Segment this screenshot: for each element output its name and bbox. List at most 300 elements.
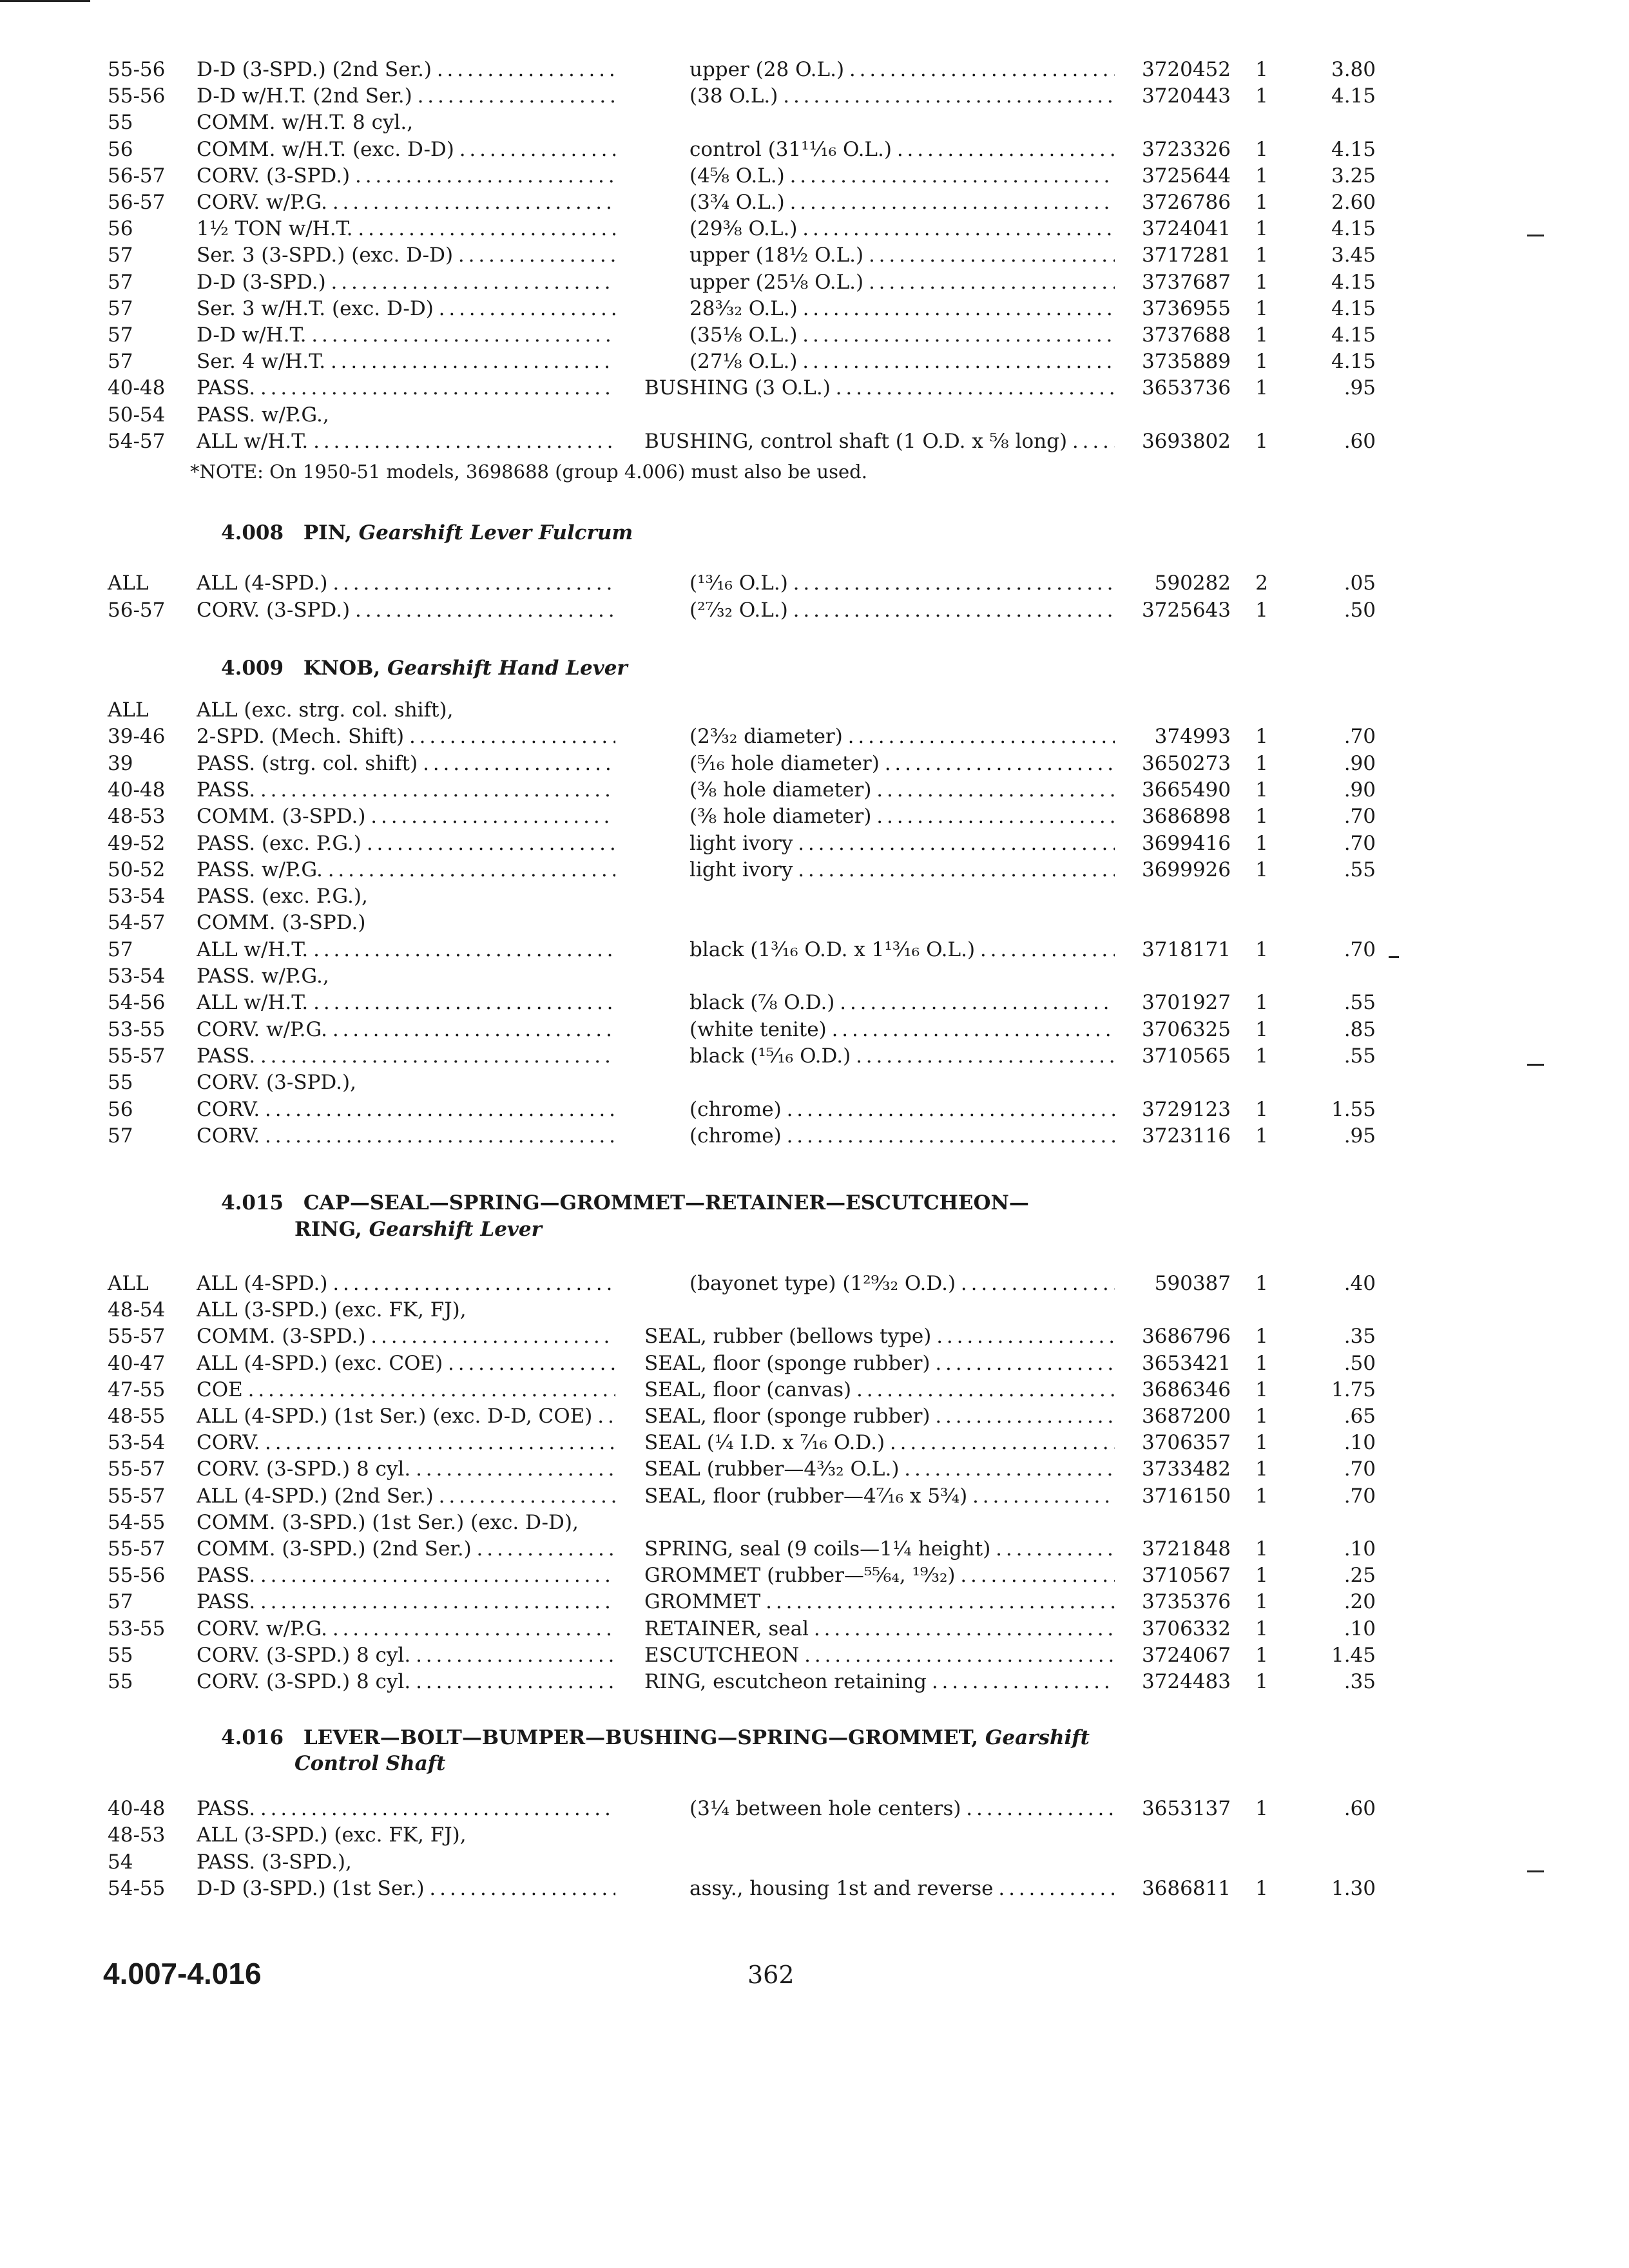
section-title-cont: RING,	[294, 1218, 362, 1241]
quantity: 1	[1255, 1405, 1268, 1428]
application: PASS. . . .	[197, 1589, 615, 1615]
year-range: 57	[108, 937, 133, 961]
part-number: 3686898	[1141, 805, 1231, 829]
table-row	[0, 1271, 1629, 1298]
description: RING, escutcheon retaining . . .	[644, 1669, 1115, 1695]
part-number: 3693802	[1141, 429, 1231, 453]
application: CORV. w/P.G. . . .	[197, 189, 615, 215]
description: (bayonet type) (1²⁹⁄₃₂ O.D.) . . .	[689, 1271, 1115, 1296]
quantity: 1	[1255, 164, 1268, 187]
application: COMM. w/H.T. (exc. D-D) . . .	[197, 137, 615, 162]
table-row	[0, 910, 1629, 937]
part-number: 3650273	[1141, 751, 1231, 775]
price: .55	[1344, 1044, 1376, 1068]
application: D-D (3-SPD.) (2nd Ser.) . . .	[197, 57, 615, 82]
table-row	[0, 1822, 1629, 1849]
table-row	[0, 428, 1629, 456]
quantity: 1	[1255, 323, 1268, 347]
part-number: 3687200	[1141, 1405, 1231, 1428]
part-number: 3686346	[1141, 1378, 1231, 1401]
table-row	[0, 1669, 1629, 1696]
quantity: 1	[1255, 751, 1268, 775]
part-number: 3725644	[1141, 164, 1231, 187]
table-row	[0, 1562, 1629, 1590]
price: .65	[1344, 1405, 1376, 1428]
part-number: 3706357	[1141, 1431, 1231, 1455]
year-range: 50-52	[108, 858, 166, 881]
application: Ser. 4 w/H.T. . . .	[197, 349, 615, 374]
table-row	[0, 883, 1629, 910]
quantity: 1	[1255, 376, 1268, 400]
quantity: 1	[1255, 1351, 1268, 1375]
table-row	[0, 803, 1629, 831]
description: black (⅞ O.D.) . . .	[689, 990, 1115, 1015]
year-range: ALL	[108, 572, 149, 595]
year-range: 55-57	[108, 1457, 166, 1481]
year-range: 47-55	[108, 1378, 166, 1401]
year-range: 54-55	[108, 1510, 166, 1534]
description: black (¹⁵⁄₁₆ O.D.) . . .	[689, 1043, 1115, 1069]
table-row	[0, 1043, 1629, 1070]
part-number: 3653421	[1141, 1351, 1231, 1375]
price: 1.55	[1331, 1097, 1376, 1121]
description: light ivory . . .	[689, 857, 1115, 883]
description: ESCUTCHEON . . .	[644, 1642, 1115, 1668]
part-number: 3733482	[1141, 1457, 1231, 1481]
year-range: 55	[108, 1071, 133, 1095]
price: .25	[1344, 1564, 1376, 1588]
part-number: 3699416	[1141, 831, 1231, 855]
price: 3.45	[1331, 244, 1376, 267]
quantity: 1	[1255, 137, 1268, 161]
price: .85	[1344, 1017, 1376, 1041]
quantity: 1	[1255, 1097, 1268, 1121]
year-range: 39-46	[108, 725, 166, 749]
application: ALL (3-SPD.) (exc. FK, FJ),	[197, 1823, 467, 1847]
quantity: 1	[1255, 58, 1268, 81]
quantity: 1	[1255, 1484, 1268, 1508]
description: control (31¹¹⁄₁₆ O.L.) . . .	[689, 137, 1115, 162]
table-row	[0, 990, 1629, 1017]
price: .55	[1344, 991, 1376, 1015]
price: 4.15	[1331, 350, 1376, 374]
year-range: 55-57	[108, 1044, 166, 1068]
year-range: 55-57	[108, 1325, 166, 1349]
year-range: 48-54	[108, 1298, 166, 1322]
price: .90	[1344, 778, 1376, 802]
description: (3¼ between hole centers) . . .	[689, 1796, 1115, 1821]
part-number: 3729123	[1141, 1097, 1231, 1121]
table-row	[0, 163, 1629, 190]
table-row	[0, 724, 1629, 751]
quantity: 1	[1255, 1797, 1268, 1820]
part-number: 3720452	[1141, 58, 1231, 81]
application: 2-SPD. (Mech. Shift) . . .	[197, 724, 615, 749]
description: (4⅝ O.L.) . . .	[689, 163, 1115, 189]
quantity: 1	[1255, 1017, 1268, 1041]
application: CORV. (3-SPD.) 8 cyl. . . .	[197, 1456, 615, 1482]
price: 2.60	[1331, 191, 1376, 214]
table-row	[0, 349, 1629, 376]
section-number: 4.008	[221, 521, 284, 544]
year-range: 54	[108, 1850, 133, 1874]
part-number: 3686811	[1141, 1876, 1231, 1900]
year-range: 55	[108, 111, 133, 135]
table-row	[0, 1430, 1629, 1457]
year-range: ALL	[108, 1272, 149, 1295]
price: .35	[1344, 1325, 1376, 1349]
year-range: 53-55	[108, 1617, 166, 1640]
section-heading-4009	[221, 655, 628, 682]
quantity: 1	[1255, 1457, 1268, 1481]
description: BUSHING (3 O.L.) . . .	[644, 375, 1115, 401]
price: .10	[1344, 1537, 1376, 1561]
price: 1.45	[1331, 1643, 1376, 1667]
section-number: 4.015	[221, 1191, 284, 1215]
year-range: 54-57	[108, 429, 166, 453]
section-heading-4008	[221, 519, 633, 546]
application: PASS. w/P.G. . . .	[197, 857, 615, 883]
quantity: 1	[1255, 244, 1268, 267]
year-range: 57	[108, 350, 133, 374]
year-range: 48-55	[108, 1405, 166, 1428]
part-number: 3653736	[1141, 376, 1231, 400]
application: Ser. 3 (3-SPD.) (exc. D-D) . . .	[197, 242, 615, 268]
quantity: 1	[1255, 1044, 1268, 1068]
table-row	[0, 1297, 1629, 1324]
description: SPRING, seal (9 coils—1¼ height) . . .	[644, 1536, 1115, 1562]
application: COE . . .	[197, 1377, 615, 1403]
year-range: 40-48	[108, 376, 166, 400]
description: (white tenite) . . .	[689, 1017, 1115, 1043]
application: ALL (4-SPD.) . . .	[197, 1271, 615, 1296]
application: D-D (3-SPD.) . . .	[197, 269, 615, 295]
price: 4.15	[1331, 137, 1376, 161]
description: SEAL, floor (canvas) . . .	[644, 1377, 1115, 1403]
application: CORV. (3-SPD.) . . .	[197, 597, 615, 623]
price: 3.25	[1331, 164, 1376, 187]
part-number: 3717281	[1141, 244, 1231, 267]
application: CORV. (3-SPD.) 8 cyl. . . .	[197, 1669, 615, 1695]
application: PASS. . . .	[197, 1796, 615, 1821]
year-range: 56	[108, 1097, 133, 1121]
section-heading-4016-line2	[294, 1750, 445, 1777]
table-row	[0, 296, 1629, 323]
quantity: 1	[1255, 1124, 1268, 1148]
description: 28³⁄₃₂ O.L.) . . .	[689, 296, 1115, 322]
price: .60	[1344, 429, 1376, 453]
table-row	[0, 597, 1629, 624]
section-number: 4.009	[221, 657, 284, 680]
table-row	[0, 1377, 1629, 1404]
part-number: 3725643	[1141, 598, 1231, 622]
price: .40	[1344, 1272, 1376, 1295]
price: .70	[1344, 831, 1376, 855]
description: (²⁷⁄₃₂ O.L.) . . .	[689, 597, 1115, 623]
description: SEAL (¼ I.D. x ⁷⁄₁₆ O.D.) . . .	[644, 1430, 1115, 1456]
quantity: 1	[1255, 805, 1268, 829]
price: .35	[1344, 1670, 1376, 1693]
year-range: 39	[108, 751, 133, 775]
year-range: 56-57	[108, 191, 166, 214]
application: PASS. (strg. col. shift) . . .	[197, 751, 615, 776]
section-category: Gearshift Hand Lever	[387, 657, 628, 680]
year-range: 55-57	[108, 1537, 166, 1561]
table-row	[0, 1796, 1629, 1823]
quantity: 1	[1255, 296, 1268, 320]
part-number: 3737687	[1141, 270, 1231, 294]
year-range: 57	[108, 323, 133, 347]
part-number: 3736955	[1141, 296, 1231, 320]
section-category: Gearshift Lever	[369, 1218, 542, 1241]
application: COMM. (3-SPD.) . . .	[197, 803, 615, 829]
quantity: 1	[1255, 1670, 1268, 1693]
application: COMM. w/H.T. 8 cyl.,	[197, 111, 414, 135]
application: PASS. (exc. P.G.),	[197, 885, 368, 908]
price: .70	[1344, 725, 1376, 749]
quantity: 1	[1255, 1325, 1268, 1349]
description: (27⅛ O.L.) . . .	[689, 349, 1115, 374]
part-number: 3724067	[1141, 1643, 1231, 1667]
table-row	[0, 1483, 1629, 1510]
part-number: 3710567	[1141, 1564, 1231, 1588]
table-row	[0, 937, 1629, 964]
table-row	[0, 570, 1629, 597]
application: ALL (4-SPD.) (2nd Ser.) . . .	[197, 1483, 615, 1509]
application: PASS. . . .	[197, 1562, 615, 1588]
quantity: 1	[1255, 937, 1268, 961]
part-number: 3706332	[1141, 1617, 1231, 1640]
section-heading-4016	[221, 1724, 1090, 1751]
application: D-D w/H.T. (2nd Ser.) . . .	[197, 83, 615, 109]
year-range: 57	[108, 296, 133, 320]
description: (3¾ O.L.) . . .	[689, 189, 1115, 215]
description: GROMMET (rubber—⁵⁵⁄₆₄, ¹⁹⁄₃₂) . . .	[644, 1562, 1115, 1588]
part-number: 3665490	[1141, 778, 1231, 802]
application: PASS. . . .	[197, 1043, 615, 1069]
part-number: 590387	[1154, 1272, 1231, 1295]
application: CORV. (3-SPD.) . . .	[197, 163, 615, 189]
description: (⁵⁄₁₆ hole diameter) . . .	[689, 751, 1115, 776]
quantity: 1	[1255, 991, 1268, 1015]
price: .10	[1344, 1617, 1376, 1640]
description: SEAL, floor (sponge rubber) . . .	[644, 1403, 1115, 1429]
year-range: ALL	[108, 698, 149, 722]
margin-mark	[1527, 1870, 1544, 1872]
part-number: 3735376	[1141, 1590, 1231, 1614]
description: (chrome) . . .	[689, 1123, 1115, 1149]
section-heading-4015	[221, 1189, 1029, 1216]
table-row	[0, 963, 1629, 990]
price: .70	[1344, 937, 1376, 961]
margin-mark	[1389, 956, 1399, 958]
application: D-D (3-SPD.) (1st Ser.) . . .	[197, 1876, 615, 1901]
page-number: 362	[747, 1961, 795, 1989]
quantity: 1	[1255, 1564, 1268, 1588]
table-row	[0, 1350, 1629, 1378]
year-range: 57	[108, 1590, 133, 1614]
quantity: 1	[1255, 598, 1268, 622]
year-range: 55-56	[108, 1564, 166, 1588]
quantity: 1	[1255, 831, 1268, 855]
quantity: 1	[1255, 725, 1268, 749]
table-row	[0, 402, 1629, 429]
price: .55	[1344, 858, 1376, 881]
part-number: 3723116	[1141, 1124, 1231, 1148]
year-range: 50-54	[108, 403, 166, 427]
application: PASS. . . .	[197, 777, 615, 803]
description: GROMMET . . .	[644, 1589, 1115, 1615]
year-range: 53-54	[108, 965, 166, 988]
table-row	[0, 751, 1629, 778]
table-row	[0, 777, 1629, 804]
application: COMM. (3-SPD.) (1st Ser.) (exc. D-D),	[197, 1510, 579, 1534]
quantity: 1	[1255, 1617, 1268, 1640]
part-number: 3724041	[1141, 217, 1231, 241]
table-row	[0, 269, 1629, 296]
part-number: 3718171	[1141, 937, 1231, 961]
part-number: 3686796	[1141, 1325, 1231, 1349]
year-range: 55-56	[108, 58, 166, 81]
description: SEAL, floor (rubber—4⁷⁄₁₆ x 5¾) . . .	[644, 1483, 1115, 1509]
table-row	[0, 1097, 1629, 1124]
application: COMM. (3-SPD.)	[197, 911, 366, 935]
application: ALL w/H.T. . . .	[197, 428, 615, 454]
footnote: *NOTE: On 1950-51 models, 3698688 (group 4.006) must also be used.	[190, 461, 867, 483]
table-row	[0, 1536, 1629, 1563]
table-row	[0, 1589, 1629, 1616]
year-range: 57	[108, 244, 133, 267]
description: upper (18½ O.L.) . . .	[689, 242, 1115, 268]
application: ALL w/H.T. . . .	[197, 937, 615, 963]
year-range: 56-57	[108, 164, 166, 187]
section-number: 4.016	[221, 1726, 284, 1749]
application: ALL (exc. strg. col. shift),	[197, 698, 454, 722]
application: PASS. . . .	[197, 375, 615, 401]
quantity: 1	[1255, 1537, 1268, 1561]
description: (29⅜ O.L.) . . .	[689, 216, 1115, 242]
price: 4.15	[1331, 84, 1376, 108]
year-range: 40-48	[108, 1797, 166, 1820]
margin-mark	[1527, 235, 1544, 236]
year-range: 57	[108, 1124, 133, 1148]
table-row	[0, 83, 1629, 110]
application: PASS. (3-SPD.),	[197, 1850, 352, 1874]
part-number: 3724483	[1141, 1670, 1231, 1693]
year-range: 55	[108, 1670, 133, 1693]
quantity: 1	[1255, 1378, 1268, 1401]
price: 3.80	[1331, 58, 1376, 81]
application: ALL (4-SPD.) . . .	[197, 570, 615, 596]
price: 1.30	[1331, 1876, 1376, 1900]
quantity: 1	[1255, 350, 1268, 374]
year-range: 55	[108, 1643, 133, 1667]
description: upper (28 O.L.) . . .	[689, 57, 1115, 82]
application: 1½ TON w/H.T. . . .	[197, 216, 615, 242]
price: .70	[1344, 1484, 1376, 1508]
application: ALL (4-SPD.) (1st Ser.) (exc. D-D, COE) . . .	[197, 1403, 615, 1429]
description: assy., housing 1st and reverse . . .	[689, 1876, 1115, 1901]
table-row	[0, 1642, 1629, 1669]
quantity: 1	[1255, 270, 1268, 294]
quantity: 1	[1255, 778, 1268, 802]
year-range: 55-57	[108, 1484, 166, 1508]
description: black (1³⁄₁₆ O.D. x 1¹³⁄₁₆ O.L.) . . .	[689, 937, 1115, 963]
part-number: 3653137	[1141, 1797, 1231, 1820]
description: (chrome) . . .	[689, 1097, 1115, 1122]
price: 1.75	[1331, 1378, 1376, 1401]
year-range: 54-56	[108, 991, 166, 1015]
section-title: LEVER—BOLT—BUMPER—BUSHING—SPRING—GROMMET,	[303, 1726, 979, 1749]
part-number: 3701927	[1141, 991, 1231, 1015]
table-row	[0, 1876, 1629, 1903]
description: BUSHING, control shaft (1 O.D. x ⅝ long) . . .	[644, 428, 1115, 454]
application: PASS. w/P.G.,	[197, 965, 329, 988]
table-row	[0, 322, 1629, 349]
table-row	[0, 1456, 1629, 1483]
year-range: 54-57	[108, 911, 166, 935]
table-row	[0, 137, 1629, 164]
year-range: 55-56	[108, 84, 166, 108]
year-range: 40-48	[108, 778, 166, 802]
section-title: PIN,	[303, 521, 352, 544]
part-number: 3720443	[1141, 84, 1231, 108]
table-row	[0, 375, 1629, 402]
price: .70	[1344, 805, 1376, 829]
application: CORV. . . .	[197, 1123, 615, 1149]
description: (35⅛ O.L.) . . .	[689, 322, 1115, 348]
part-number: 3735889	[1141, 350, 1231, 374]
application: PASS. w/P.G.,	[197, 403, 329, 427]
description: SEAL, rubber (bellows type) . . .	[644, 1323, 1115, 1349]
price: .50	[1344, 598, 1376, 622]
section-heading-4015-line2	[294, 1216, 542, 1243]
application: CORV. (3-SPD.) 8 cyl. . . .	[197, 1642, 615, 1668]
table-row	[0, 697, 1629, 724]
table-row	[0, 1017, 1629, 1044]
quantity: 1	[1255, 858, 1268, 881]
part-number: 3706325	[1141, 1017, 1231, 1041]
part-number: 3721848	[1141, 1537, 1231, 1561]
application: CORV. . . .	[197, 1097, 615, 1122]
section-title-cont: Control Shaft	[294, 1752, 446, 1775]
price: .50	[1344, 1351, 1376, 1375]
application: COMM. (3-SPD.) . . .	[197, 1323, 615, 1349]
price: .95	[1344, 1124, 1376, 1148]
quantity: 1	[1255, 1590, 1268, 1614]
price: .70	[1344, 1457, 1376, 1481]
description: (¹³⁄₁₆ O.L.) . . .	[689, 570, 1115, 596]
application: CORV. (3-SPD.),	[197, 1071, 356, 1095]
quantity: 1	[1255, 1431, 1268, 1455]
section-title: CAP—SEAL—SPRING—GROMMET—RETAINER—ESCUTCHEON—	[303, 1191, 1029, 1215]
section-category: Gearshift	[985, 1726, 1090, 1749]
application: ALL w/H.T. . . .	[197, 990, 615, 1015]
description: RETAINER, seal . . .	[644, 1616, 1115, 1642]
price: 4.15	[1331, 296, 1376, 320]
quantity: 1	[1255, 84, 1268, 108]
part-number: 3726786	[1141, 191, 1231, 214]
part-number: 3710565	[1141, 1044, 1231, 1068]
table-row	[0, 1323, 1629, 1350]
table-row	[0, 1123, 1629, 1150]
description: (⅜ hole diameter) . . .	[689, 777, 1115, 803]
price: 4.15	[1331, 270, 1376, 294]
year-range: 40-47	[108, 1351, 166, 1375]
description: (38 O.L.) . . .	[689, 83, 1115, 109]
top-rule	[0, 0, 90, 2]
table-row	[0, 1510, 1629, 1537]
